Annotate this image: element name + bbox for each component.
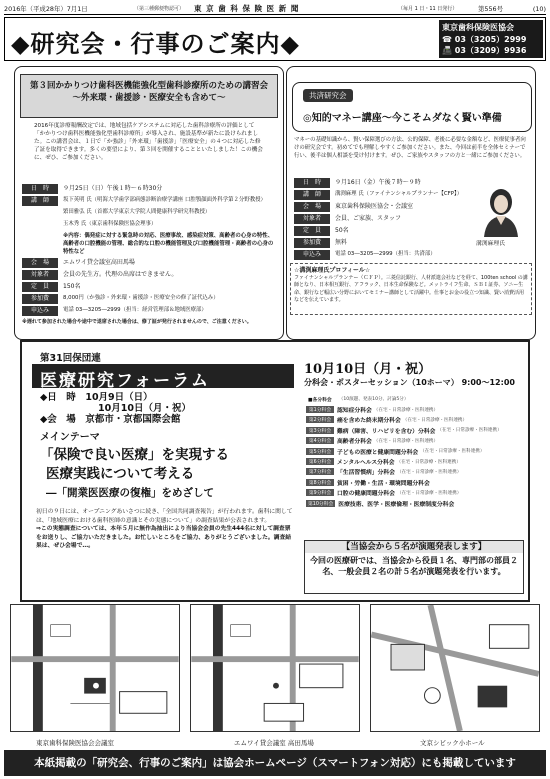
seminar1-details	[22, 184, 278, 326]
issue-date: 2016年（平成28年）7月1日	[4, 5, 88, 13]
venue-label: ◆会 場	[40, 414, 76, 425]
slogan-line-2: 医療実践について考える	[46, 466, 195, 482]
main-theme-label: メインテーマ	[40, 432, 100, 443]
forum-subtitle: 第31回保団連	[40, 353, 101, 364]
list-item	[306, 446, 526, 456]
association-fax: 📠 03（3209）9936	[442, 46, 527, 55]
forum-title: 医療研究フォーラム	[32, 364, 294, 388]
map-my-conference-room	[190, 604, 360, 732]
value-lecturer-2: 繁田雅弘 氏（首都大学東京大学院人間健康科学研究科教授）	[63, 209, 211, 215]
forum-body	[36, 508, 294, 551]
value-apply: 電話 03―3205―2999（担当：共済部）	[335, 251, 436, 257]
session-tag: 第10分科会	[308, 501, 334, 507]
map-label-3: 文京シビック小ホール	[420, 739, 485, 747]
date-1: 10月9日（日）	[85, 392, 153, 403]
selected-body: 今回の医療研では、当協会から役員１名、専門部の部員２名、一般会員２名の計５名が演題発表を行います。	[310, 556, 518, 576]
label-target: 対象者	[22, 270, 58, 280]
label-lecturer: 講 師	[294, 190, 330, 200]
forum-slogan	[40, 446, 229, 503]
value-fee: 無料	[335, 239, 348, 246]
session-note: （在宅・日常診療・医科連携）	[396, 469, 462, 475]
page-number: (10)	[532, 4, 546, 13]
photo-caption: 溝渕麻理氏	[476, 241, 505, 247]
map-label-1: 東京歯科保険医協会会議室	[36, 739, 114, 747]
session-tag: 第5分科会	[306, 448, 334, 455]
slogan-line-1: 「保険で良い医療」を実現する	[40, 447, 229, 463]
session-name: 貧困・労働・生活・環境問題分科会	[337, 480, 430, 487]
forum-body-bold: ⇒この実態調査については、本年５月に無作為抽出により当協会会員の先生444名に対して調査票をお送りし、ご協力いただきました。お忙しいところをご協力、ありがとうございました。調査結果は、ぜひ会場で…。	[36, 526, 292, 550]
value-lecturer: 溝渕麻理 氏（ファイナンシャルプランナー【CFP】）	[335, 191, 463, 197]
list-item	[306, 477, 526, 487]
label-apply: 申込み	[22, 306, 58, 316]
session-tag: 第7分科会	[306, 468, 334, 475]
session-tag: 第1分科会	[306, 406, 334, 413]
list-item	[306, 456, 526, 466]
value-lecturer-3: 玉木秀 氏（東京歯科保険医協会理事）	[63, 221, 157, 227]
session-name: 医療技術、医学・医療倫理・医療制度分科会	[338, 501, 455, 508]
label-capacity: 定 員	[294, 226, 330, 236]
value-venue: エムワイ貸会議室高田馬場	[63, 259, 135, 266]
list-item	[306, 467, 526, 477]
session-tag: 第8分科会	[306, 479, 334, 486]
map-association	[10, 604, 180, 732]
association-tel: ☎ 03（3205）2999	[442, 34, 527, 44]
map-label-2: エムワイ貸会議室 高田馬場	[234, 739, 314, 747]
session-tag: ■各分科会	[308, 397, 332, 403]
seminar1-note: ※遅れて参加された場合や途中で退席された場合は、修了証が発行されませんので、ご注意ください。	[22, 319, 252, 325]
value-target: 会員、ご家族、スタッフ	[335, 215, 402, 222]
label-apply: 申込み	[294, 250, 330, 260]
day2-date: 10月10日（月・祝）	[304, 362, 432, 377]
profile-text: ファイナンシャルプランナー（ＣＦＰ）。三菱信託銀行、人材派遣会社などを経て、100ten school の講師となり、日本相互銀行、アフラック、日本生命保険など。メットライフ生命、ＳＢＩ証券、ソニー生命、銀行など幅広い分野においてセミナー講師として活躍中。仕事とお金の役立つ知識、賢い消費活用などを伝えています。	[294, 275, 528, 303]
value-target: 会員の先生方。代理の出席はできません。	[63, 271, 178, 278]
value-capacity: 150名	[63, 283, 81, 290]
value-date: ９月25日（日）午後１時～６時30分	[63, 185, 163, 192]
session-note: （在宅・日常診療・医科連携）	[396, 490, 462, 496]
date-2: 10月10日（月・祝）	[98, 403, 191, 414]
session-list	[306, 394, 526, 508]
label-capacity: 定 員	[22, 282, 58, 292]
list-item	[306, 498, 526, 508]
session-name: 高齢者分科会	[337, 439, 372, 446]
label-venue: 会 場	[22, 258, 58, 268]
value-fee: 8,000円（か強診・外来環・歯援診・医療安全の修了証代込み）	[63, 295, 219, 301]
label-fee: 参加費	[294, 238, 330, 248]
page-footer: 本紙掲載の「研究会、行事のご案内」は協会ホームページ（スマートフォン対応）にも掲載しています	[4, 750, 546, 776]
issue-frequency: （毎月 1 日・11 日発行）	[398, 6, 458, 12]
session-note: （在宅・日常診療・医科連携）	[373, 407, 439, 413]
session-note: （在宅・日常診療・医科連携）	[437, 428, 502, 434]
list-item	[306, 404, 526, 414]
label-lecturer: 講 師	[22, 196, 58, 206]
forum-date-venue	[40, 392, 191, 425]
list-item	[306, 436, 526, 446]
seminar1-title: 第３回かかりつけ歯科医機能強化型歯科診療所のための講習会	[29, 81, 268, 91]
value-venue: 東京歯科保険医協会・会議室	[335, 203, 414, 210]
page-header	[4, 3, 546, 15]
association-contact	[439, 20, 543, 58]
seminar2-title: ◎知的マネー講座～今こそムダなく賢い準備	[303, 113, 502, 124]
selected-heading: 【当協会から５名が演題発表します】	[305, 541, 523, 553]
session-name: 子どもの医療と健康問題分科会	[337, 449, 419, 456]
paper-name: 東 京 歯 科 保 険 医 新 聞	[194, 4, 300, 13]
session-note: （在宅・日常診療・医科連携）	[396, 459, 461, 465]
session-tag: 第2分科会	[306, 416, 334, 423]
session-name: メンタルヘルス分科会	[337, 460, 395, 467]
date-label: ◆日 時	[40, 392, 76, 403]
session-tag: 第6分科会	[306, 458, 334, 465]
selected-presentations-box	[304, 540, 524, 594]
profile-box	[290, 263, 532, 315]
session-name: 認知症分科会	[337, 408, 372, 415]
seminar1-intro: 2016年度診療報酬改定では、地域包括ケアシステムに対応した歯科診療所の評価として「かかりつけ歯科医機能強化型歯科診療所」が導入され、施設基準が新たに設けられました。この講習会は、１日で「か強診」「外来環」「歯援診」「医療安全」の４つに対応した修了証を取得できます。多くの要望により、第３回を開催することといたしました！この機会に、ぜひ、ご参加ください。	[22, 122, 276, 182]
label-date: 日 時	[294, 178, 330, 188]
value-capacity: 50名	[335, 227, 349, 234]
list-item	[306, 394, 526, 404]
label-fee: 参加費	[22, 294, 58, 304]
seminar2-tag: 共済研究会	[303, 89, 353, 102]
label-venue: 会 場	[294, 202, 330, 212]
session-note: （在宅・日常診療・医科連携）	[420, 449, 485, 455]
session-name: 難病（障害、リハビリを含む）分科会	[337, 428, 436, 435]
session-heading: 分科会・ポスターセッション（10ホーマ） 9:00～12:00	[304, 378, 515, 387]
value-apply: 電話 03―3205―2999（担当：経営管理部＆地域医療部）	[63, 307, 207, 313]
slogan-line-3: ―「開業医医療の復権」をめざして	[46, 487, 214, 499]
value-date: ９月16日（金）午後７時～９時	[335, 179, 421, 186]
session-name: （10演題、発表10分、討論5分）	[338, 397, 409, 403]
session-tag: 第4分科会	[306, 437, 334, 444]
session-tag: 第9分科会	[306, 489, 334, 496]
seminar2-title-box	[292, 82, 532, 132]
session-name: 「生活習慣病」分科会	[337, 470, 395, 477]
seminar2-intro: マネーの基礎知識から、賢い保障選びの方法、公的保障、老後に必要な金額など、医療従事者向けの研究会です。初めてでも理解しやすくご参加ください。また、今回は前半を全体セミナーで行い、後半は個人相談を受け付けます。ぜひ、ご家族やスタッフの方と一緒にご参加ください。	[294, 137, 526, 159]
venue-value: 京都市・京都国際会館	[85, 414, 181, 425]
association-name: 東京歯科保険医協会	[442, 23, 514, 32]
list-item	[306, 488, 526, 498]
issue-number: 第556号	[478, 5, 503, 13]
profile-title: ☆溝渕麻理氏プロフィール☆	[294, 267, 371, 274]
map-bunkyo-civic	[370, 604, 540, 732]
session-name: 口腔の健康問題分科会	[337, 491, 395, 498]
postal-note: （第三種郵便物認可）	[134, 6, 185, 12]
lecturer-photo	[480, 185, 522, 237]
section-banner	[4, 17, 546, 61]
forum-body-text: 初日の９日には、オープニングあいさつに続き、「全国共同調査報告」が行われます。歯科に関しては、「地域医療における歯科医師の意識とその実態について」の調査結果が公表されます。	[36, 509, 293, 524]
session-name: 癌を含めた終末期分科会	[337, 418, 401, 425]
seminar1-subtitle: ～外来環・歯援診・医療安全も含めて～	[72, 93, 226, 103]
session-tag: 第3分科会	[306, 427, 334, 434]
session-note: （在宅・日常診療・医科連携）	[373, 438, 439, 444]
seminar1-title-box	[20, 74, 278, 118]
content-note: ※内容：偶発症に対する緊急時の対応、医療事故、感染症対策、高齢者の心身の特性、高齢者の口腔機能の管理、総合的な口腔の機能管理及び口腔機能管理・高齢者の心身の特性など	[63, 233, 274, 255]
value-lecturer-1: 坂下英明 氏（明海大学歯学部病態診断治療学講座 口腔顎顔面外科学第２分野教授）	[63, 197, 266, 203]
list-item	[306, 425, 526, 435]
label-date: 日 時	[22, 184, 58, 194]
label-target: 対象者	[294, 214, 330, 224]
list-item	[306, 415, 526, 425]
session-note: （在宅・日常診療・医科連携）	[402, 417, 468, 423]
section-title: ◆研究会・行事のご案内◆	[11, 29, 300, 58]
